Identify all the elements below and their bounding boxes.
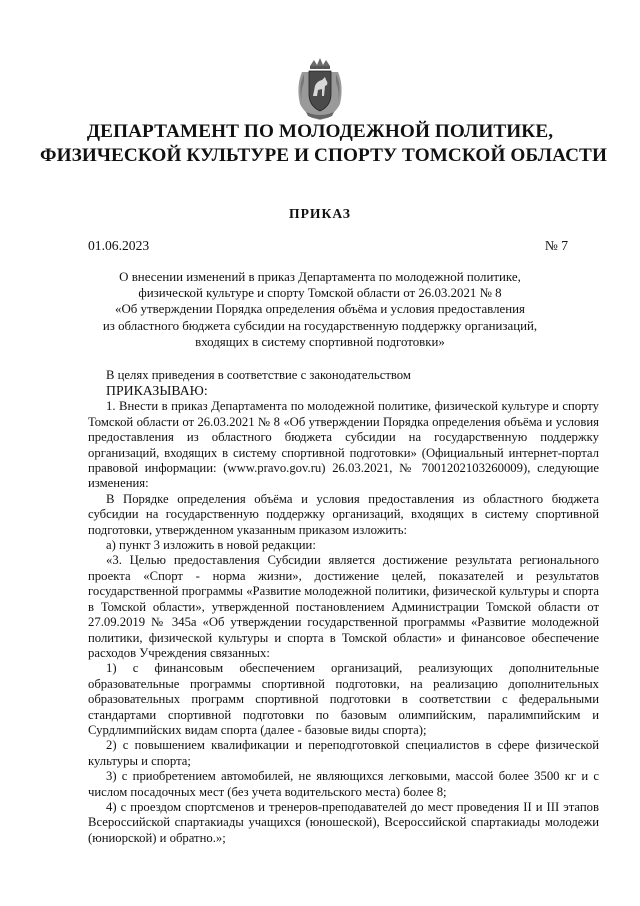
preamble: В целях приведения в соответствие с законодательством <box>106 368 411 382</box>
coat-of-arms-icon <box>292 56 348 122</box>
department-line-1: ДЕПАРТАМЕНТ ПО МОЛОДЕЖНОЙ ПОЛИТИКЕ, <box>86 121 554 142</box>
department-line-2: ФИЗИЧЕСКОЙ КУЛЬТУРЕ И СПОРТУ ТОМСКОЙ ОБЛАСТИ <box>40 145 607 166</box>
order-date: 01.06.2023 <box>88 238 150 253</box>
body-paragraph: 2) с повышением квалификации и переподготовкой специалистов в сфере физической культуры и спорта; <box>88 738 599 768</box>
subject-line: «Об утверждении Порядка определения объёма и условия предоставления <box>115 302 525 317</box>
order-title: ПРИКАЗ <box>289 206 351 221</box>
subject-line: из областного бюджета субсидии на государственную поддержку организаций, <box>102 318 538 333</box>
body-paragraph: 1. Внести в приказ Департамента по молодежной политике, физической культуре и спорту Томской области от 26.03.2021 № 8 «Об утверждении Порядка определения объёма и условия предоставления из областного бюджета субсидии на государственную поддержку организаций, входящих в систему спортивной подготовки» (Официальный интернет-портал правовой информации: (www.pravo.gov.ru) 26.03.2021, № 7001202103260009), следующие изменения: <box>88 399 599 491</box>
order-body <box>88 368 599 846</box>
body-paragraph: «3. Целью предоставления Субсидии является достижение результата регионального проекта «Спорт - норма жизни», достижение целей, показателей и результатов государственной программы «Развитие молодежной политики, физической культуры и спорта в Томской области», утвержденной постановлением Администрации Томской области от 27.09.2019 № 345а «Об утверждении государственной программы «Развитие молодежной политики, физической культуры и спорта в Томской области» и финансовое обеспечение расходов Учреждения связанных: <box>88 553 599 660</box>
subject-line: О внесении изменений в приказ Департамента по молодежной политике, <box>119 270 521 284</box>
body-paragraph: В Порядке определения объёма и условия предоставления из областного бюджета субсидии на государственную поддержку организаций, входящих в систему спортивной подготовки, утвержденном указанным приказом изложить: <box>88 491 599 537</box>
body-paragraph: 4) с проездом спортсменов и тренеров-преподавателей до мест проведения II и III этапов Всероссийской спартакиады учащихся (юношеской), Всероссийской спартакиады молодежи (юниорской) и обратно.»; <box>88 799 599 845</box>
body-paragraph: 3) с приобретением автомобилей, не являющихся легковыми, массой более 3500 кг и с числом посадочных мест (без учета водительского места) более 8; <box>88 769 599 799</box>
body-paragraph: 1) с финансовым обеспечением организаций, реализующих дополнительные образовательные программы спортивной подготовки, на реализацию дополнительных образовательных программ спортивной подготовки в соответствии с федеральными стандартами спортивной подготовки по базовым олимпийским, паралимпийским и Сурдлимпийских видам спорта (далее - базовые виды спорта); <box>88 661 599 737</box>
order-number: № 7 <box>544 238 568 253</box>
decree-word: ПРИКАЗЫВАЮ: <box>106 383 208 399</box>
order-subject <box>72 269 568 350</box>
body-paragraph: а) пункт 3 изложить в новой редакции: <box>106 538 316 553</box>
subject-line: входящих в систему спортивной подготовки» <box>195 334 445 349</box>
department-name <box>40 120 607 168</box>
subject-line: физической культуре и спорту Томской области от 26.03.2021 № 8 <box>138 286 502 301</box>
